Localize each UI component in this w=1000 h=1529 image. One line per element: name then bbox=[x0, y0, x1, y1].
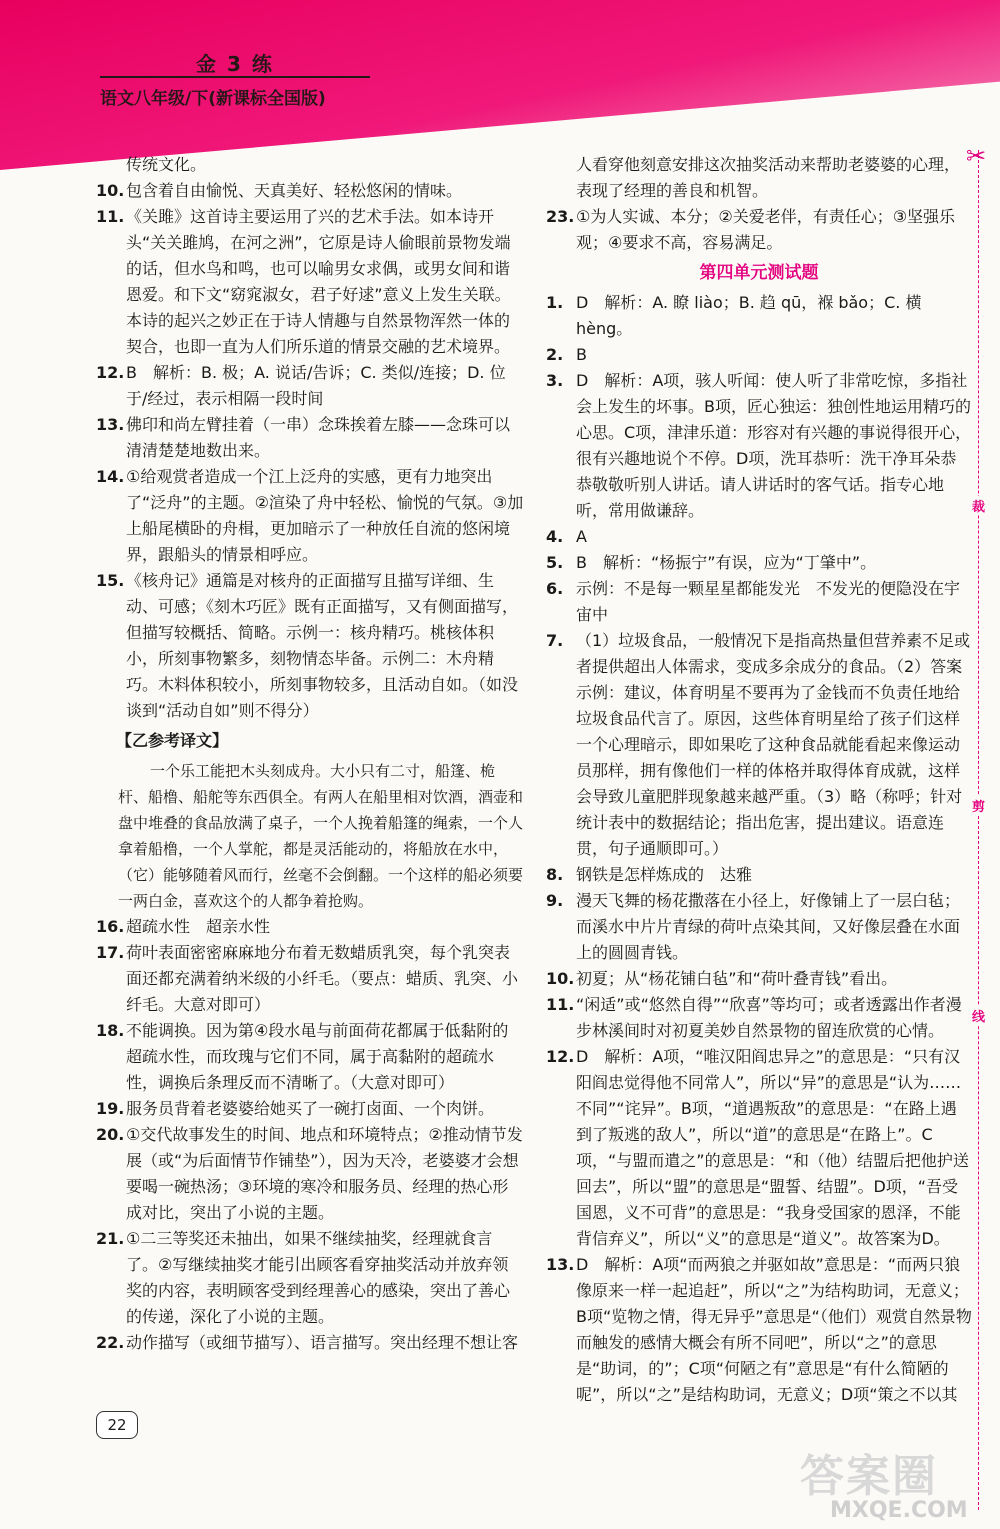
left-items-b bbox=[96, 914, 524, 1356]
answer-item bbox=[96, 1122, 524, 1226]
answer-number: 10. bbox=[96, 181, 125, 200]
cut-label-xian: 线 bbox=[972, 1006, 985, 1025]
watermark-url: MXQE.COM bbox=[830, 1498, 968, 1523]
answer-number: 7. bbox=[546, 631, 564, 650]
answer-text: D 解析：A. 瞭 liào；B. 趋 qū，褓 bǎo；C. 横 hèng。 bbox=[576, 293, 922, 338]
right-items-a bbox=[546, 204, 972, 256]
answer-text: 《核舟记》通篇是对核舟的正面描写且描写详细、生动、可感；《刻木巧匠》既有正面描写，又有侧面描写，但描写较概括、简略。示例一：核舟精巧。桃核体积小，所刻事物繁多，刻物情态毕备。示例二：木舟精巧。木料体积较小，所刻事物较多，且活动自如。（如没谈到“活动自如”则不得分） bbox=[126, 571, 519, 720]
translation-title: 【乙参考译文】 bbox=[116, 731, 229, 750]
answer-item bbox=[546, 1252, 972, 1408]
answer-number: 20. bbox=[96, 1125, 125, 1144]
answer-item bbox=[546, 1044, 972, 1252]
answer-item bbox=[546, 992, 972, 1044]
answer-number: 18. bbox=[96, 1021, 125, 1040]
answer-number: 2. bbox=[546, 345, 564, 364]
answer-text: B 解析：“杨振宁”有误，应为“丁肇中”。 bbox=[576, 553, 877, 572]
answer-text: 示例：不是每一颗星星都能发光 不发光的便隐没在宇宙中 bbox=[576, 579, 961, 624]
answer-text: （1）垃圾食品，一般情况下是指高热量但营养素不足或者提供超出人体需求，变成多余成分的食品。（2）答案示例：建议，体育明星不要再为了金钱而不负责任地给垃圾食品代言了。原因，这些体育明星给了孩子们这样一个心理暗示，即如果吃了这种食品就能看起来像运动员那样，拥有像他们一样的体格并取得体育成就，这样会导致儿童肥胖现象越来越严重。（3）略（称呼；针对统计表中的数据结论；指出危害，提出建议。语意连贯，句子通顺即可。） bbox=[576, 631, 971, 858]
answer-text: 初夏；从“杨花铺白毡”和“荷叶叠青钱”看出。 bbox=[576, 969, 898, 988]
answer-text: ①给观赏者造成一个江上泛舟的实感，更有力地突出了“泛舟”的主题。②渲染了舟中轻松、愉悦的气氛。③加上船尾横卧的舟楫，更加暗示了一种放任自流的悠闲境界，跟船头的情景相呼应。 bbox=[126, 467, 524, 564]
answer-item bbox=[96, 940, 524, 1018]
scissors-icon: ✂ bbox=[966, 142, 987, 170]
answer-text: 漫天飞舞的杨花撒落在小径上，好像铺上了一层白毡；而溪水中片片青绿的荷叶点染其间，又好像层叠在水面上的圆圆青钱。 bbox=[576, 891, 961, 962]
left-lead: 传统文化。 bbox=[126, 155, 207, 174]
answer-number: 22. bbox=[96, 1333, 125, 1352]
answer-item bbox=[546, 204, 972, 256]
answer-item bbox=[546, 966, 972, 992]
answer-item bbox=[546, 862, 972, 888]
left-column bbox=[96, 152, 524, 1356]
answer-number: 17. bbox=[96, 943, 125, 962]
answer-item bbox=[546, 550, 972, 576]
answer-number: 1. bbox=[546, 293, 564, 312]
translation-text: 一个乐工能把木头刻成舟。大小只有二寸，船篷、桅杆、船橹、船舵等东西俱全。有两人在船里相对饮酒，酒壶和盘中堆叠的食品放满了桌子，一个人挽着船篷的绳索，一个人拿着船橹，一个人掌舵，都是灵活能动的，将船放在水中，（它）能够随着风而行，丝毫不会倒翻。一个这样的船必须要一两白金，喜欢这个的人都争着抢购。 bbox=[118, 762, 524, 910]
answer-item bbox=[96, 1096, 524, 1122]
answer-number: 11. bbox=[546, 995, 575, 1014]
section-title: 第四单元测试题 bbox=[699, 263, 819, 283]
answer-item bbox=[96, 464, 524, 568]
answer-number: 12. bbox=[546, 1047, 575, 1066]
answer-number: 23. bbox=[546, 207, 575, 226]
answer-item bbox=[546, 888, 972, 966]
answer-item bbox=[546, 342, 972, 368]
answer-text: 钢铁是怎样炼成的 达雅 bbox=[576, 865, 753, 884]
answer-text: 不能调换。因为第④段水黾与前面荷花都属于低黏附的超疏水性，而玫瑰与它们不同，属于高黏附的超疏水性，调换后条理反而不清晰了。（大意对即可） bbox=[126, 1021, 509, 1092]
answer-text: 超疏水性 超亲水性 bbox=[126, 917, 271, 936]
right-items-b bbox=[546, 290, 972, 1408]
watermark-logo: 答案圈 bbox=[800, 1451, 938, 1502]
answer-text: A bbox=[576, 527, 587, 546]
answer-text: 荷叶表面密密麻麻地分布着无数蜡质乳突，每个乳突表面还都充满着纳米级的小纤毛。（要点：蜡质、乳突、小纤毛。大意对即可） bbox=[126, 943, 519, 1014]
cut-line bbox=[978, 150, 979, 1510]
answer-item bbox=[96, 360, 524, 412]
answer-item bbox=[96, 204, 524, 360]
answer-number: 21. bbox=[96, 1229, 125, 1248]
answer-number: 16. bbox=[96, 917, 125, 936]
answer-text: 佛印和尚左臂挂着（一串）念珠挨着左膝——念珠可以清清楚楚地数出来。 bbox=[126, 415, 511, 460]
answer-item bbox=[96, 412, 524, 464]
answer-text: 动作描写（或细节描写）、语言描写。突出经理不想让客 bbox=[126, 1333, 519, 1352]
answer-item bbox=[546, 524, 972, 550]
answer-number: 4. bbox=[546, 527, 564, 546]
page-number: 22 bbox=[96, 1411, 138, 1439]
book-subtitle: 语文八年级/下(新课标全国版) bbox=[100, 89, 326, 109]
book-brand: 金 3 练 bbox=[196, 52, 274, 76]
left-items-a bbox=[96, 178, 524, 724]
answer-text: B 解析：B. 极；A. 说话/告诉；C. 类似/连接；D. 位于/经过，表示相隔一段时间 bbox=[126, 363, 506, 408]
answer-text: ①为人实诚、本分；②关爱老伴，有责任心；③坚强乐观；④要求不高，容易满足。 bbox=[576, 207, 956, 252]
answer-text: D 解析：A项“而两狼之并驱如故”意思是：“而两只狼像原来一样一起追赶”，所以“之”为结构助词，无意义；B项“览物之情，得无异乎”意思是“（他们）观赏自然景物而触发的感情大概会有所不同吧”，所以“之”的意思是“助词，的”；C项“何陋之有”意思是“有什么简陋的呢”，所以“之”是结构助词，无意义；D项“策之不以其 bbox=[576, 1255, 972, 1404]
answer-number: 15. bbox=[96, 571, 125, 590]
answer-item bbox=[96, 178, 524, 204]
answer-number: 13. bbox=[546, 1255, 575, 1274]
answer-item bbox=[546, 576, 972, 628]
brand-divider bbox=[100, 76, 370, 78]
answer-number: 12. bbox=[96, 363, 125, 382]
answer-number: 9. bbox=[546, 891, 564, 910]
answer-number: 5. bbox=[546, 553, 564, 572]
answer-item bbox=[96, 1330, 524, 1356]
cut-label-jian: 剪 bbox=[972, 796, 985, 815]
cut-label-cai: 裁 bbox=[972, 496, 985, 515]
answer-text: D 解析：A项，骇人听闻：使人听了非常吃惊，多指社会上发生的坏事。B项，匠心独运：独创性地运用精巧的心思。C项，津津乐道：形容对有兴趣的事说得很开心，很有兴趣地说个不停。D项，洗耳恭听：洗干净耳朵恭恭敬敬听别人讲话。请人讲话时的客气话。指专心地听，常用做谦辞。 bbox=[576, 371, 972, 520]
answer-text: “闲适”或“悠然自得”“欣喜”等均可；或者透露出作者漫步林溪间时对初夏美妙自然景物的留连欣赏的心情。 bbox=[576, 995, 962, 1040]
answer-text: 包含着自由愉悦、天真美好、轻松悠闲的情味。 bbox=[126, 181, 463, 200]
answer-item bbox=[96, 1018, 524, 1096]
answer-item bbox=[96, 1226, 524, 1330]
answer-item bbox=[546, 628, 972, 862]
answer-text: ①二三等奖还未抽出，如果不继续抽奖，经理就食言了。②写继续抽奖才能引出顾客看穿抽奖活动并放弃领奖的内容，表明顾客受到经理善心的感染，突出了善心的传递，深化了小说的主题。 bbox=[126, 1229, 511, 1326]
answer-number: 3. bbox=[546, 371, 564, 390]
answer-number: 6. bbox=[546, 579, 564, 598]
answer-item bbox=[96, 568, 524, 724]
answer-number: 19. bbox=[96, 1099, 125, 1118]
answer-text: ①交代故事发生的时间、地点和环境特点；②推动情节发展（或“为后面情节作铺垫”），因为天冷，老婆婆才会想要喝一碗热汤；③环境的寒冷和服务员、经理的热心形成对比，突出了小说的主题。 bbox=[126, 1125, 523, 1222]
answer-number: 8. bbox=[546, 865, 564, 884]
answer-number: 10. bbox=[546, 969, 575, 988]
right-lead: 人看穿他刻意安排这次抽奖活动来帮助老婆婆的心理，表现了经理的善良和机智。 bbox=[576, 155, 961, 200]
answer-item bbox=[546, 368, 972, 524]
answer-item bbox=[96, 914, 524, 940]
answer-number: 13. bbox=[96, 415, 125, 434]
answer-text: B bbox=[576, 345, 587, 364]
answer-number: 14. bbox=[96, 467, 125, 486]
answer-number: 11. bbox=[96, 207, 125, 226]
answer-text: D 解析：A项，“唯汉阳阎忠异之”的意思是：“只有汉阳阎忠觉得他不同常人”，所以“异”的意思是“认为……不同”“诧异”。B项，“道遇叛敌”的意思是：“在路上遇到了叛逃的敌人”，所以“道”的意思是“在路上”。C项，“与盟而遣之”的意思是：“和（他）结盟后把他护送回去”，所以“盟”的意思是“盟誓、结盟”。D项，“吾受国恩，义不可背”的意思是：“我身受国家的恩泽，不能背信弃义”，所以“义”的意思是“道义”。故答案为D。 bbox=[576, 1047, 969, 1248]
answer-item bbox=[546, 290, 972, 342]
answer-text: 《关雎》这首诗主要运用了兴的艺术手法。如本诗开头“关关雎鸠，在河之洲”，它原是诗人偷眼前景物发端的话，但水鸟和鸣，也可以喻男女求偶，或男女间和谐恩爱。和下文“窈窕淑女，君子好逑”意义上发生关联。本诗的起兴之妙正在于诗人情趣与自然景物浑然一体的契合，也即一直为人们所乐道的情景交融的艺术境界。 bbox=[126, 207, 511, 356]
right-column bbox=[546, 152, 972, 1408]
answer-text: 服务员背着老婆婆给她买了一碗打卤面、一个肉饼。 bbox=[126, 1099, 495, 1118]
